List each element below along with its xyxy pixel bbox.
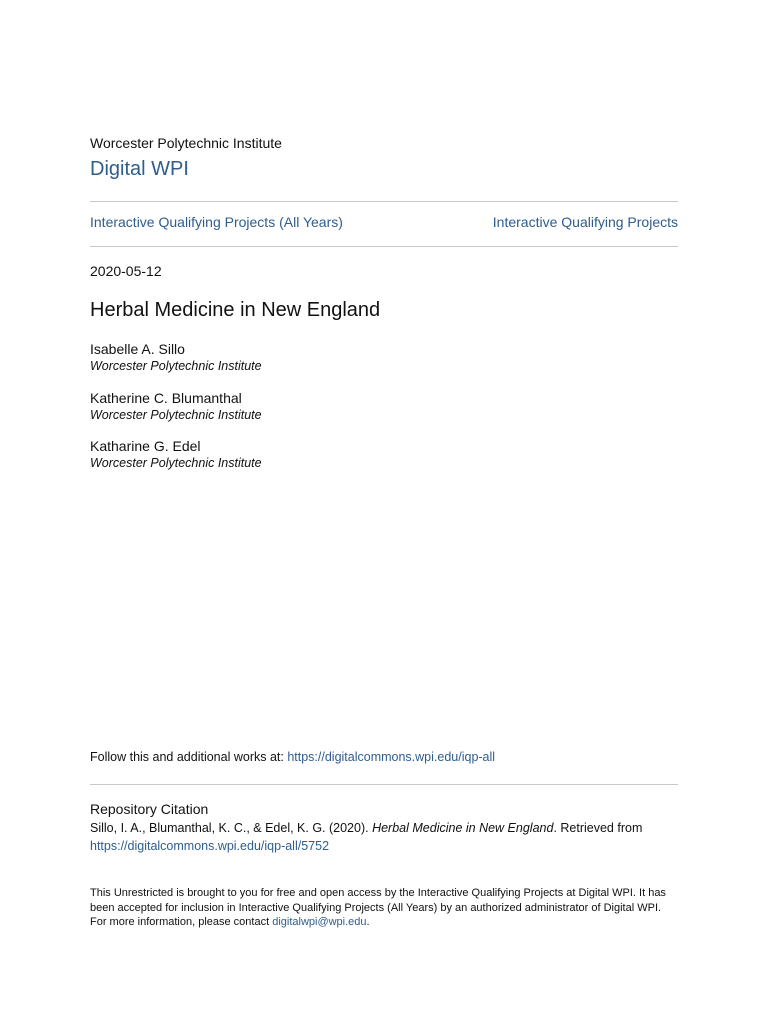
notice-text: This Unrestricted is brought to you for free and open access by the Interactive Qualifying Projects at Digital WPI. It has been accepted for inclusion in Interactive Qualifying Projects (All Years) by an authorized administrator of Digital WPI. For more information, please contact [90, 887, 666, 929]
citation-authors: Sillo, I. A., Blumanthal, K. C., & Edel, K. G. (2020). [90, 821, 373, 835]
notice-end: . [366, 916, 370, 929]
divider-top [90, 201, 678, 202]
citation-link[interactable]: https://digitalcommons.wpi.edu/iqp-all/5752 [90, 838, 330, 853]
author-entry [90, 438, 262, 487]
follow-link[interactable]: https://digitalcommons.wpi.edu/iqp-all [287, 750, 496, 764]
author-name: Isabelle A. Sillo [90, 341, 185, 357]
author-affiliation: Worcester Polytechnic Institute [90, 359, 262, 373]
document-title: Herbal Medicine in New England [90, 299, 381, 321]
author-list [90, 341, 262, 487]
follow-line [90, 750, 495, 764]
citation-suffix: . Retrieved from [553, 821, 643, 835]
collection-link-iqp[interactable]: Interactive Qualifying Projects [492, 214, 678, 230]
institution-name: Worcester Polytechnic Institute [90, 135, 282, 151]
collections-bar [90, 214, 678, 230]
contact-email-link[interactable]: digitalwpi@wpi.edu [272, 916, 367, 929]
author-name: Katharine G. Edel [90, 438, 201, 454]
author-entry [90, 390, 262, 439]
author-name: Katherine C. Blumanthal [90, 389, 242, 406]
author-entry [90, 341, 262, 390]
publication-date: 2020-05-12 [90, 263, 162, 279]
divider-bottom [90, 784, 678, 785]
repository-link[interactable]: Digital WPI [90, 158, 189, 180]
citation-title: Herbal Medicine in New England [372, 821, 554, 835]
collection-link-all-years[interactable]: Interactive Qualifying Projects (All Years) [90, 214, 343, 230]
author-affiliation: Worcester Polytechnic Institute [90, 456, 262, 470]
author-affiliation: Worcester Polytechnic Institute [90, 407, 262, 422]
follow-prefix: Follow this and additional works at: [90, 750, 288, 764]
citation-heading: Repository Citation [90, 801, 209, 817]
citation-text [90, 820, 678, 855]
divider-middle [90, 246, 678, 247]
cover-page [90, 0, 678, 1024]
access-notice [90, 886, 678, 930]
